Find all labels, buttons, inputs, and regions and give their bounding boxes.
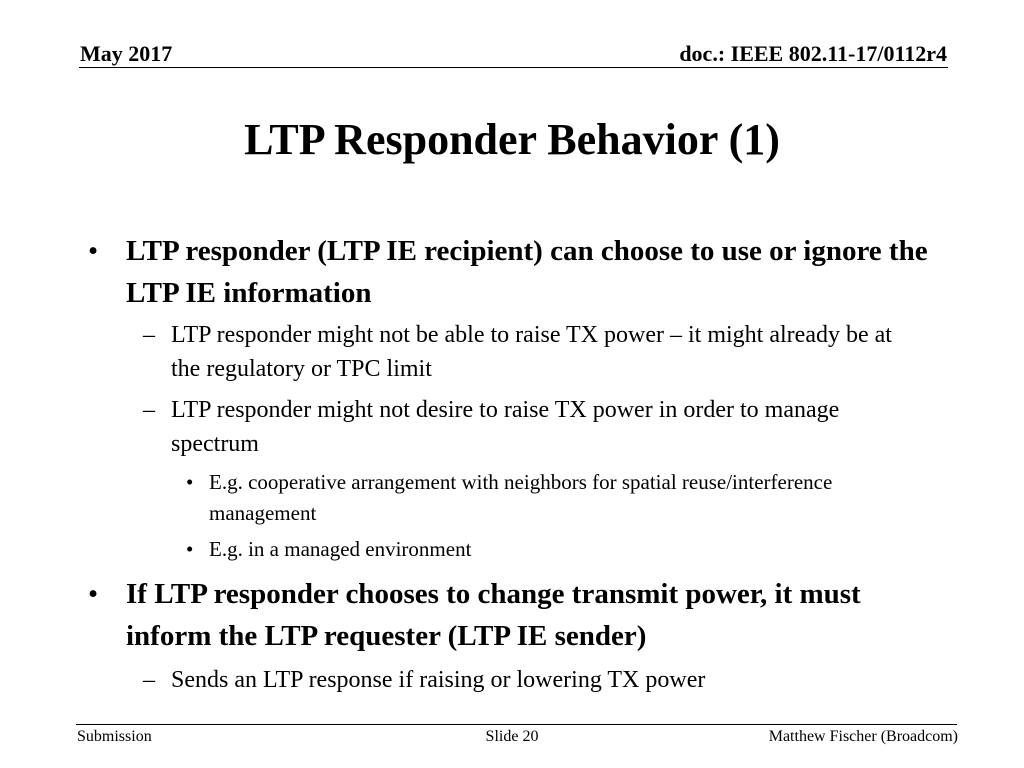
footer-submission: Submission — [77, 728, 152, 745]
dash-marker: – — [143, 397, 155, 423]
bullet-1 — [88, 230, 946, 314]
bullet-marker: • — [186, 470, 194, 494]
dash-marker: – — [143, 322, 155, 348]
bullet-marker: • — [88, 235, 99, 267]
bullet-marker: • — [186, 537, 194, 561]
sub-bullet-1-1-text: LTP responder might not be able to raise TX power – it might already be at the regulatory or TPC limit — [171, 322, 892, 382]
sub-bullet-1-2 — [143, 393, 911, 461]
sub-sub-bullet-1-2-2 — [186, 534, 849, 565]
footer-author: Matthew Fischer (Broadcom) — [768, 728, 958, 745]
sub-sub-bullet-1-2-1 — [186, 467, 849, 529]
header-date: May 2017 — [80, 41, 173, 66]
dash-marker: – — [143, 667, 155, 693]
sub-sub-bullet-1-2-2-text: E.g. in a managed environment — [209, 537, 472, 561]
sub-bullet-1-1 — [143, 318, 911, 386]
bullet-marker: • — [88, 578, 99, 610]
sub-sub-bullet-1-2-1-text: E.g. cooperative arrangement with neighbors for spatial reuse/interference management — [209, 470, 833, 525]
footer-slide-number: Slide 20 — [485, 728, 539, 745]
bullet-2-text: If LTP responder chooses to change transmit power, it must inform the LTP requester (LTP IE sender) — [126, 578, 861, 652]
sub-bullet-2-1-text: Sends an LTP response if raising or lowering TX power — [171, 667, 706, 693]
sub-bullet-1-2-text: LTP responder might not desire to raise TX power in order to manage spectrum — [171, 397, 840, 457]
bullet-1-text: LTP responder (LTP IE recipient) can choose to use or ignore the LTP IE information — [126, 235, 928, 309]
footer-divider — [76, 724, 957, 725]
sub-bullet-2-1 — [143, 663, 911, 697]
header-doc-id: doc.: IEEE 802.11-17/0112r4 — [679, 41, 947, 66]
slide-title: LTP Responder Behavior (1) — [244, 115, 780, 164]
bullet-2 — [88, 573, 946, 657]
